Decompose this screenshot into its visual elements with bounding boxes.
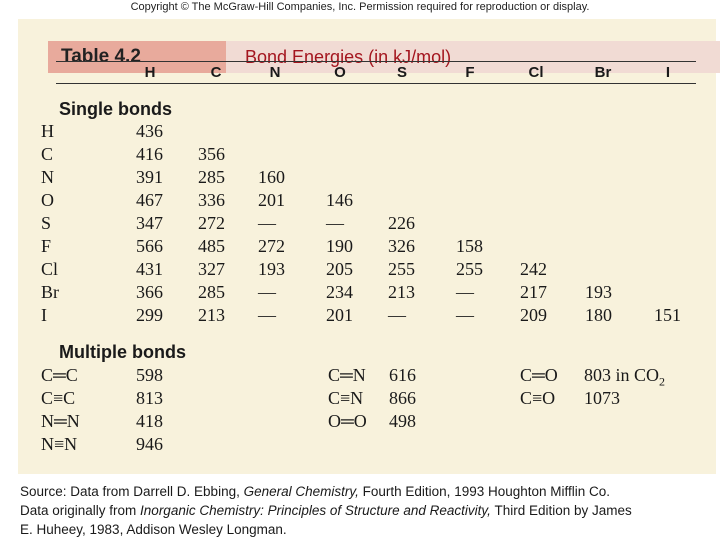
bond-energy-cell: 336 xyxy=(198,190,225,210)
bond-energy-cell: 193 xyxy=(585,282,612,302)
row-atom-br: Br xyxy=(41,282,59,302)
bond-energy-cell: 201 xyxy=(258,190,285,210)
multiple-bond-label: N≡N xyxy=(41,434,78,454)
bond-energy-cell: 416 xyxy=(136,144,163,164)
bond-energy-cell: 213 xyxy=(198,305,225,325)
multiple-bond-energy-value: 598 xyxy=(136,365,163,385)
bond-energy-cell: 299 xyxy=(136,305,163,325)
bond-energy-cell: 467 xyxy=(136,190,163,210)
bond-energy-cell: — xyxy=(258,305,276,325)
source-line1-suffix: Fourth Edition, 1993 Houghton Mifflin Co. xyxy=(358,484,611,499)
table-label: Table 4.2 xyxy=(48,41,226,73)
row-atom-c: C xyxy=(41,144,54,164)
bond-energy-cell: 356 xyxy=(198,144,225,164)
bond-energy-cell: 326 xyxy=(388,236,415,256)
multiple-bond-energy xyxy=(136,433,163,455)
row-atom-f: F xyxy=(41,236,52,256)
column-header-f: F xyxy=(465,64,475,81)
bond-energy-cell: 285 xyxy=(198,167,225,187)
row-atom-i: I xyxy=(41,305,47,325)
multiple-bond-energy-value: 803 in CO xyxy=(584,365,660,385)
multiple-bond-energy-value: 498 xyxy=(389,411,416,431)
bond-energy-cell: 566 xyxy=(136,236,163,256)
table-panel xyxy=(18,19,716,474)
bond-energy-cell: — xyxy=(258,282,276,302)
bond-energy-cell: — xyxy=(388,305,406,325)
column-header-s: S xyxy=(396,64,408,81)
column-header-cl: Cl xyxy=(528,64,544,81)
multiple-bond-label: C≡N xyxy=(328,388,364,408)
bond-energy-cell: 431 xyxy=(136,259,163,279)
bond-energy-cell: — xyxy=(258,213,276,233)
bond-energy-cell: 436 xyxy=(136,121,163,141)
column-header-n: N xyxy=(269,64,281,81)
multiple-bond-label: C≡O xyxy=(520,388,556,408)
multiple-bond-energy-value: 418 xyxy=(136,411,163,431)
copyright-notice: Copyright © The McGraw-Hill Companies, Inc. Permission required for reproduction or display. xyxy=(130,1,590,13)
bond-energy-cell: 234 xyxy=(326,282,353,302)
multiple-bond-label: C≡C xyxy=(41,388,76,408)
bond-energy-cell: 226 xyxy=(388,213,415,233)
bond-energy-cell: 347 xyxy=(136,213,163,233)
bond-energy-cell: 366 xyxy=(136,282,163,302)
bond-energy-cell: 242 xyxy=(520,259,547,279)
multiple-bond-energy xyxy=(136,364,163,386)
source-citation xyxy=(20,482,700,539)
bond-energy-cell: 158 xyxy=(456,236,483,256)
multiple-bond-energy-value: 866 xyxy=(389,388,416,408)
source-line2-suffix: Third Edition by James xyxy=(490,503,632,518)
multiple-bond-energy xyxy=(584,364,666,389)
bond-energy-cell: 151 xyxy=(654,305,681,325)
multiple-bond-energy xyxy=(136,387,163,409)
column-header-i: I xyxy=(665,64,671,81)
bond-energy-cell: 209 xyxy=(520,305,547,325)
column-header-c: C xyxy=(210,64,222,81)
multiple-bond-energy-subscript: 2 xyxy=(659,374,666,389)
multiple-bond-label: O═O xyxy=(328,411,367,431)
row-atom-cl: Cl xyxy=(41,259,59,279)
bond-energy-cell: — xyxy=(456,282,474,302)
row-atom-s: S xyxy=(41,213,52,233)
multiple-bond-energy xyxy=(389,410,416,432)
bond-energy-cell: — xyxy=(456,305,474,325)
source-line1-prefix: Source: Data from Darrell D. Ebbing, xyxy=(20,484,244,499)
bond-energy-cell: 190 xyxy=(326,236,353,256)
multiple-bond-label: C═C xyxy=(41,365,78,385)
bond-energy-cell: 391 xyxy=(136,167,163,187)
multiple-bond-label: C═N xyxy=(328,365,366,385)
bond-energy-cell: 255 xyxy=(388,259,415,279)
bond-energy-cell: 180 xyxy=(585,305,612,325)
bond-energy-cell: 285 xyxy=(198,282,225,302)
bond-energy-cell: 205 xyxy=(326,259,353,279)
row-atom-h: H xyxy=(41,121,54,141)
source-line2-title: Inorganic Chemistry: Principles of Structure and Reactivity, xyxy=(140,503,491,518)
table-title: Bond Energies (in kJ/mol) xyxy=(226,41,720,73)
source-line3: E. Huheey, 1983, Addison Wesley Longman. xyxy=(20,522,287,537)
multiple-bond-label: C═O xyxy=(520,365,558,385)
bond-energy-cell: 201 xyxy=(326,305,353,325)
bond-energy-cell: 193 xyxy=(258,259,285,279)
multiple-bond-energy xyxy=(389,387,416,409)
column-header-o: O xyxy=(334,64,346,81)
column-header-br: Br xyxy=(594,64,612,81)
row-atom-n: N xyxy=(41,167,54,187)
source-line2-prefix: Data originally from xyxy=(20,503,141,518)
column-header-h: H xyxy=(144,64,156,81)
bond-energy-cell: 272 xyxy=(258,236,285,256)
multiple-bond-energy-value: 813 xyxy=(136,388,163,408)
bond-energy-cell: 213 xyxy=(388,282,415,302)
bond-energy-cell: 217 xyxy=(520,282,547,302)
bond-energy-cell: — xyxy=(326,213,344,233)
source-line1-title: General Chemistry, xyxy=(243,484,359,499)
bond-energy-cell: 146 xyxy=(326,190,353,210)
multiple-bond-energy xyxy=(584,387,620,409)
multiple-bond-energy xyxy=(389,364,416,386)
multiple-bond-energy-value: 946 xyxy=(136,434,163,454)
multiple-bond-energy-value: 616 xyxy=(389,365,416,385)
multiple-bond-label: N═N xyxy=(41,411,80,431)
multiple-bonds-heading: Multiple bonds xyxy=(59,342,186,362)
header-rule-top xyxy=(56,61,696,62)
bond-energy-cell: 255 xyxy=(456,259,483,279)
bond-energy-cell: 160 xyxy=(258,167,285,187)
multiple-bond-energy xyxy=(136,410,163,432)
bond-energy-cell: 272 xyxy=(198,213,225,233)
multiple-bond-energy-value: 1073 xyxy=(584,388,620,408)
header-rule-bottom xyxy=(56,83,696,84)
bond-energy-cell: 327 xyxy=(198,259,225,279)
row-atom-o: O xyxy=(41,190,54,210)
single-bonds-heading: Single bonds xyxy=(59,99,173,119)
bond-energy-cell: 485 xyxy=(198,236,225,256)
